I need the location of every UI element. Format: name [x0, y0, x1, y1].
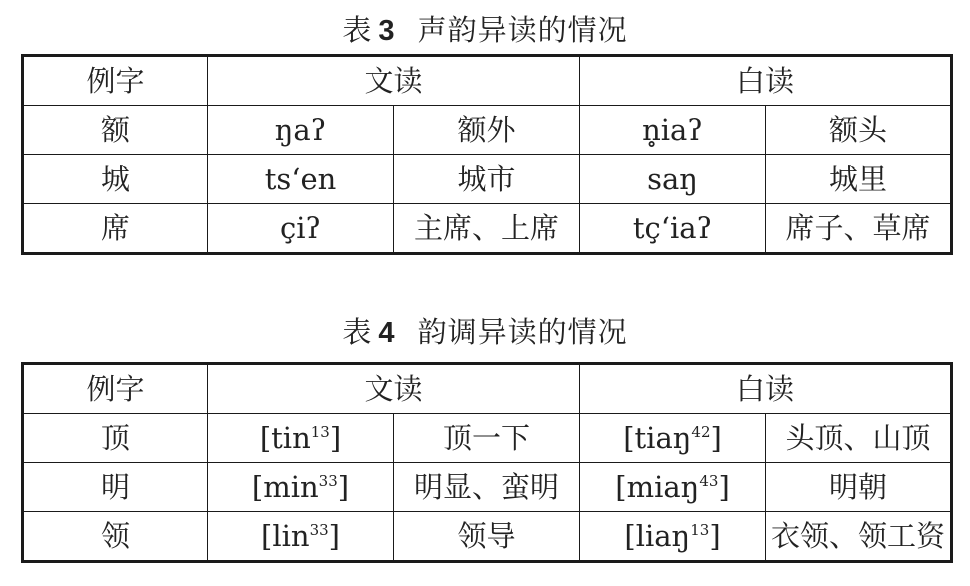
example-char: 明 — [23, 463, 208, 512]
colloquial-syllable: tiaŋ — [634, 421, 692, 455]
example-char: 额 — [23, 106, 208, 155]
table4 — [21, 362, 953, 563]
header-literary-reading: 文读 — [208, 56, 580, 106]
table4-caption-label: 表 — [342, 315, 373, 349]
table3-caption-title: 声韵异读的情况 — [417, 13, 628, 47]
colloquial-word: 额头 — [766, 106, 952, 155]
example-char: 顶 — [23, 414, 208, 463]
literary-transcription: [tin$^{13}$] — [208, 414, 394, 463]
table4-caption — [0, 314, 970, 351]
colloquial-ipa: saŋ — [580, 155, 766, 204]
table-row — [23, 414, 952, 463]
literary-syllable: lin — [272, 519, 310, 553]
literary-ipa: ŋaʔ — [208, 106, 394, 155]
table-row — [23, 106, 952, 155]
header-literary-reading: 文读 — [208, 364, 580, 414]
example-char: 席 — [23, 204, 208, 254]
literary-tone: 13 — [310, 423, 330, 441]
colloquial-syllable: liaŋ — [635, 519, 691, 553]
colloquial-word: 城里 — [766, 155, 952, 204]
literary-transcription: $[\min^{33}]$ — [208, 463, 394, 512]
header-example-char: 例字 — [23, 56, 208, 106]
colloquial-word: 衣领、领工资 — [766, 512, 952, 562]
table3-caption-number: 3 — [378, 15, 396, 47]
table-row — [23, 204, 952, 254]
colloquial-transcription: [tiaŋ$^{42}$] — [580, 414, 766, 463]
table-header-row — [23, 56, 952, 106]
literary-ipa: çiʔ — [208, 204, 394, 254]
colloquial-ipa: tç‘iaʔ — [580, 204, 766, 254]
example-char: 领 — [23, 512, 208, 562]
header-colloquial-reading: 白读 — [580, 56, 952, 106]
literary-ipa: ts‘en — [208, 155, 394, 204]
literary-transcription: [lin$^{33}$] — [208, 512, 394, 562]
literary-tone: 33 — [318, 472, 338, 490]
table3 — [21, 54, 953, 255]
literary-word: 主席、上席 — [394, 204, 580, 254]
table-row — [23, 512, 952, 562]
colloquial-tone: 43 — [699, 472, 719, 490]
table-row — [23, 463, 952, 512]
colloquial-syllable: miaŋ — [626, 470, 700, 504]
example-char: 城 — [23, 155, 208, 204]
table4-caption-number: 4 — [378, 317, 396, 349]
literary-word: 明显、蛮明 — [394, 463, 580, 512]
literary-syllable: min — [263, 470, 319, 504]
literary-word: 城市 — [394, 155, 580, 204]
table-header-row — [23, 364, 952, 414]
table-row — [23, 155, 952, 204]
table4-caption-title: 韵调异读的情况 — [417, 315, 628, 349]
colloquial-ipa: n̥iaʔ — [580, 106, 766, 155]
colloquial-tone: 42 — [691, 423, 711, 441]
literary-tone: 33 — [309, 521, 329, 539]
literary-word: 额外 — [394, 106, 580, 155]
header-colloquial-reading: 白读 — [580, 364, 952, 414]
header-example-char: 例字 — [23, 364, 208, 414]
colloquial-transcription: [miaŋ$^{43}$] — [580, 463, 766, 512]
colloquial-word: 头顶、山顶 — [766, 414, 952, 463]
literary-word: 领导 — [394, 512, 580, 562]
colloquial-tone: 13 — [690, 521, 710, 539]
colloquial-word: 明朝 — [766, 463, 952, 512]
table3-caption-label: 表 — [342, 13, 373, 47]
table3-caption — [0, 12, 970, 49]
colloquial-word: 席子、草席 — [766, 204, 952, 254]
colloquial-transcription: [liaŋ$^{13}$] — [580, 512, 766, 562]
literary-word: 顶一下 — [394, 414, 580, 463]
literary-syllable: tin — [271, 421, 311, 455]
